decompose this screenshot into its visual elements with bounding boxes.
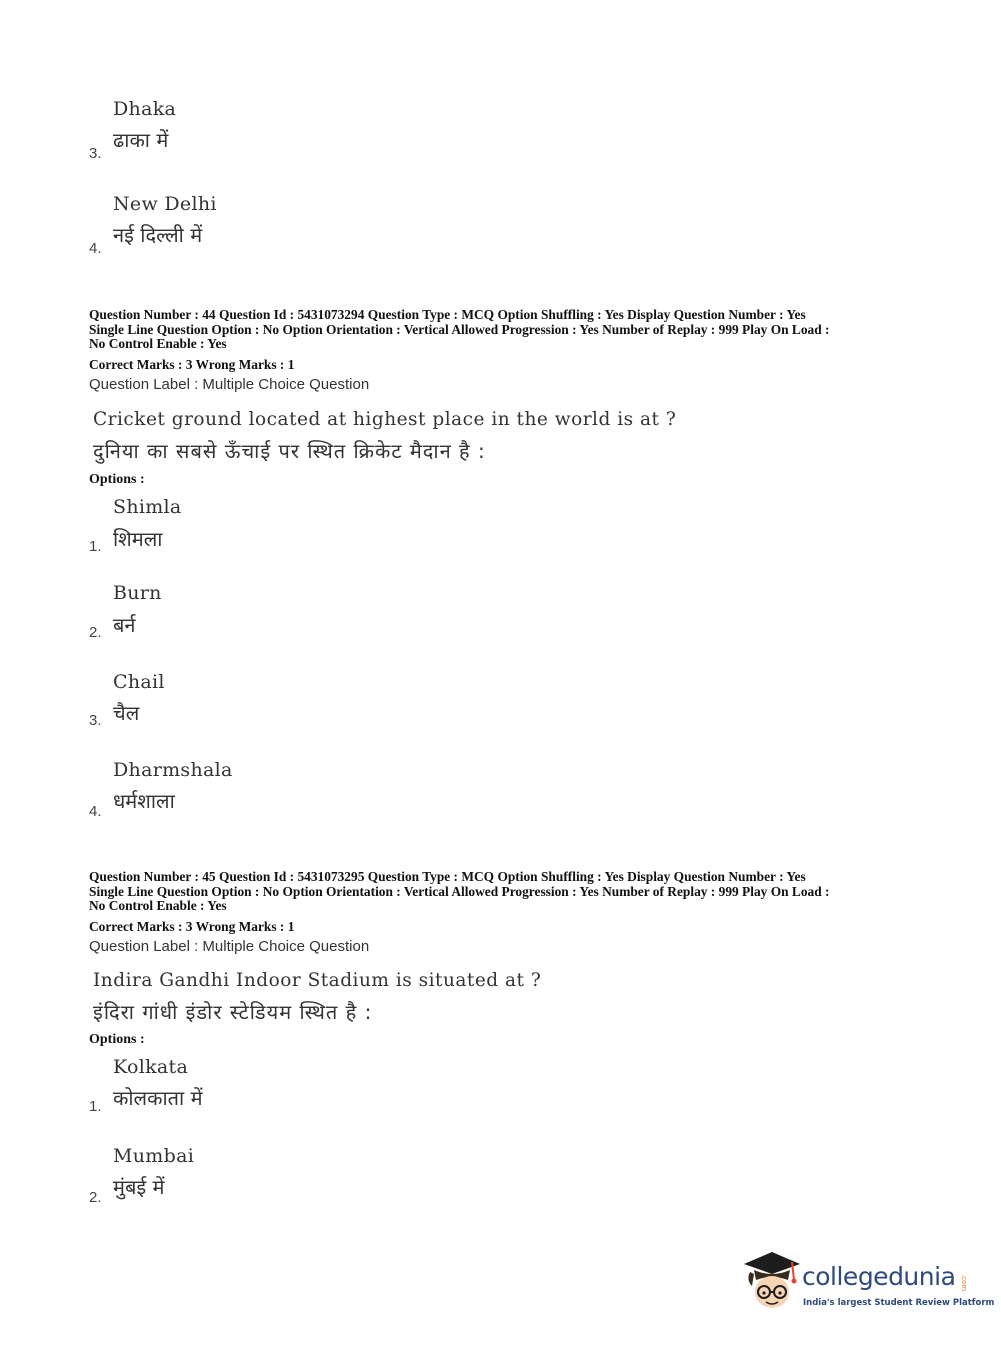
option-text-en: New Delhi bbox=[113, 193, 217, 215]
options-label: Options : bbox=[89, 1032, 145, 1047]
option-number: 3. bbox=[89, 712, 102, 729]
option-text-hi: कोलकाता में bbox=[113, 1086, 203, 1110]
option-text-en: Dhaka bbox=[113, 98, 177, 120]
logo-wordmark: collegedunia bbox=[802, 1262, 956, 1291]
question-label: Question Label : Multiple Choice Question bbox=[89, 376, 370, 393]
question-label: Question Label : Multiple Choice Question bbox=[89, 938, 370, 955]
meta-line-2: Single Line Question Option : No Option Orientation : Vertical Allowed Progression : Yes Number of Replay : 999 Play On Load : bbox=[89, 883, 830, 899]
option-text-en: Dharmshala bbox=[113, 759, 233, 781]
option-text-en: Chail bbox=[113, 671, 165, 693]
option-text-hi: मुंबई में bbox=[113, 1175, 165, 1199]
meta-line-3: No Control Enable : Yes bbox=[89, 336, 227, 351]
option-number: 3. bbox=[89, 145, 102, 162]
meta-line-1: Question Number : 45 Question Id : 5431073295 Question Type : MCQ Option Shuffling : Yes Display Question Number : Yes bbox=[89, 869, 806, 884]
question-marks: Correct Marks : 3 Wrong Marks : 1 bbox=[89, 919, 295, 934]
options-label: Options : bbox=[89, 472, 145, 487]
meta-line-3: No Control Enable : Yes bbox=[89, 898, 227, 913]
meta-line-2: Single Line Question Option : No Option Orientation : Vertical Allowed Progression : Yes Number of Replay : 999 Play On Load : bbox=[89, 321, 830, 337]
question-text-en: Cricket ground located at highest place in the world is at ? bbox=[93, 409, 677, 430]
option-text-hi: धर्मशाला bbox=[113, 789, 175, 813]
graduate-mascot-icon bbox=[742, 1250, 802, 1312]
question-text-hi: इंदिरा गांधी इंडोर स्टेडियम स्थित है : bbox=[93, 1000, 373, 1024]
question-meta bbox=[89, 308, 919, 352]
option-text-en: Burn bbox=[113, 582, 162, 604]
option-text-hi: नई दिल्ली में bbox=[113, 223, 203, 247]
question-text-en: Indira Gandhi Indoor Stadium is situated at ? bbox=[93, 970, 542, 991]
collegedunia-logo bbox=[742, 1250, 995, 1320]
option-number: 1. bbox=[89, 538, 102, 555]
logo-tagline: India's largest Student Review Platform bbox=[803, 1298, 995, 1308]
option-text-en: Shimla bbox=[113, 496, 182, 518]
question-meta bbox=[89, 870, 919, 914]
option-number: 2. bbox=[89, 624, 102, 641]
option-number: 1. bbox=[89, 1098, 102, 1115]
logo-suffix: .com bbox=[960, 1274, 968, 1292]
option-number: 2. bbox=[89, 1189, 102, 1206]
option-number: 4. bbox=[89, 240, 102, 257]
option-number: 4. bbox=[89, 803, 102, 820]
option-text-en: Kolkata bbox=[113, 1056, 189, 1078]
option-text-en: Mumbai bbox=[113, 1145, 195, 1167]
option-text-hi: शिमला bbox=[113, 527, 163, 551]
option-text-hi: ढाका में bbox=[113, 128, 169, 152]
option-text-hi: बर्न bbox=[113, 613, 136, 637]
question-text-hi: दुनिया का सबसे ऊँचाई पर स्थित क्रिकेट मैदान है : bbox=[93, 439, 486, 463]
meta-line-1: Question Number : 44 Question Id : 5431073294 Question Type : MCQ Option Shuffling : Yes Display Question Number : Yes bbox=[89, 307, 806, 322]
question-marks: Correct Marks : 3 Wrong Marks : 1 bbox=[89, 357, 295, 372]
option-text-hi: चैल bbox=[113, 701, 140, 725]
